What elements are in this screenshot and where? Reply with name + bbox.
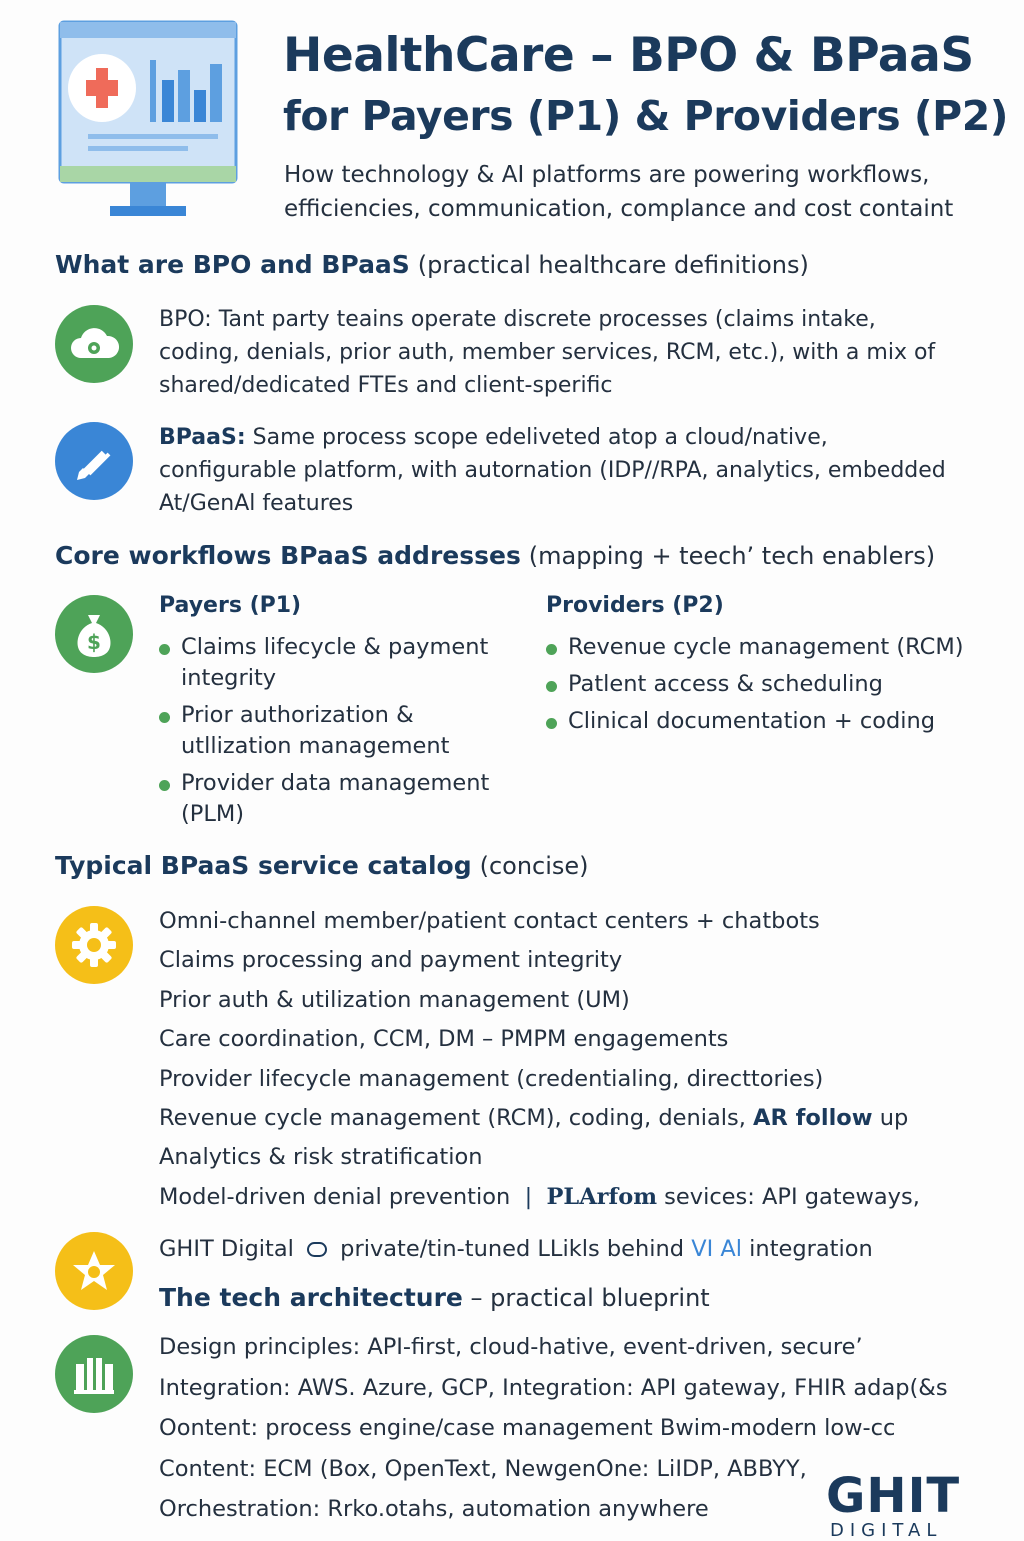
definitions-heading bbox=[55, 250, 809, 279]
gear-icon bbox=[55, 906, 133, 984]
payers-column bbox=[159, 593, 519, 836]
providers-column bbox=[546, 593, 966, 743]
rcm-item-tail: up bbox=[872, 1104, 909, 1131]
list-item: Orchestration: Rrko.otahs, automation anywhere bbox=[159, 1496, 709, 1522]
architecture-heading-note: – practical blueprint bbox=[462, 1284, 710, 1312]
monitor-dashboard-icon bbox=[58, 20, 238, 220]
ghit-ai: VI Al bbox=[691, 1236, 743, 1262]
list-item: Prior auth & utilization management (UM) bbox=[159, 986, 630, 1013]
workflows-heading-bold: Core workflows BPaaS addresses bbox=[55, 541, 521, 570]
svg-text:$: $ bbox=[87, 630, 101, 654]
list-item: Model-driven denial prevention | PLArfom sevices: API gateways, bbox=[159, 1183, 920, 1210]
list-item: Care coordination, CCM, DM – PMPM engagements bbox=[159, 1026, 729, 1053]
catalog-heading-note: (concise) bbox=[479, 852, 589, 880]
link-icon bbox=[307, 1242, 327, 1257]
catalog-heading bbox=[55, 851, 589, 880]
page-title-line2: for Payers (P1) & Providers (P2) bbox=[283, 92, 1008, 140]
pencil-ruler-icon bbox=[55, 422, 133, 500]
platform-text: sevices: API gateways, bbox=[657, 1183, 920, 1210]
list-item: Design principles: API-first, cloud-hative, event-driven, secure’ bbox=[159, 1334, 863, 1360]
list-item: Patlent access & scheduling bbox=[546, 669, 966, 700]
catalog-heading-bold: Typical BPaaS service catalog bbox=[55, 851, 472, 880]
service-catalog-list bbox=[159, 904, 920, 1219]
rcm-item-text: Revenue cycle management (RCM), coding, denials, bbox=[159, 1104, 746, 1131]
list-item bbox=[159, 1101, 920, 1140]
bpo-label: BPO: bbox=[159, 307, 212, 332]
providers-list bbox=[546, 632, 966, 737]
bpo-definition bbox=[159, 303, 959, 402]
money-bag-icon bbox=[55, 595, 133, 673]
ghit-text: private/tin-tuned LLikls bbox=[340, 1236, 607, 1262]
list-item: Analytics & risk stratification bbox=[159, 1144, 483, 1171]
definitions-heading-bold: What are BPO and BPaaS bbox=[55, 250, 410, 279]
list-item: Claims processing and payment integrity bbox=[159, 947, 623, 974]
star-badge-icon bbox=[55, 1232, 133, 1310]
architecture-heading bbox=[159, 1283, 710, 1312]
cloud-icon bbox=[55, 305, 133, 383]
workflows-heading-note: (mapping + teech’ tech enablers) bbox=[528, 542, 936, 570]
list-item: Integration: AWS. Azure, GCP, Integration: API gateway, FHIR adap(&s bbox=[159, 1374, 948, 1401]
list-item: Provider lifecycle management (credentialing, directtories) bbox=[159, 1065, 824, 1092]
page-subtitle: How technology & AI platforms are powering workflows, efficiencies, communication, complance and cost containt bbox=[284, 162, 954, 222]
definitions-heading-note: (practical healthcare definitions) bbox=[417, 251, 809, 279]
ghit-logo-sub: DIGITAL bbox=[830, 1520, 943, 1541]
list-item: Prior authorization & utllization management bbox=[159, 700, 519, 762]
platform-label: PLArfom bbox=[546, 1183, 658, 1210]
providers-title: Providers (P2) bbox=[546, 593, 724, 618]
workflows-heading bbox=[55, 541, 935, 570]
payers-list bbox=[159, 632, 519, 830]
list-item: Provider data management (PLM) bbox=[159, 768, 519, 830]
ghit-behind: behind bbox=[606, 1236, 692, 1262]
page-title: HealthCare – BPO & BPaaS bbox=[283, 28, 974, 83]
list-item: Content: ECM (Box, OpenText, NewgenOne: LiIDP, ABBYY, bbox=[159, 1455, 807, 1482]
list-item: Revenue cycle management (RCM) bbox=[546, 632, 966, 663]
ghit-digital-line bbox=[159, 1232, 873, 1266]
ghit-digital-label: GHIT Digital bbox=[159, 1236, 294, 1262]
rcm-item-bold: AR follow bbox=[753, 1104, 873, 1131]
building-blocks-icon bbox=[55, 1335, 133, 1413]
bpaas-text: Same process scope edeliveted atop a cloud/native, configurable platform, with autornation (IDP//RPA, analytics, embedded At/GenAl features bbox=[159, 425, 946, 516]
bpo-text: Tant party teains operate discrete processes (claims intake, coding, denials, prior auth, member services, RCM, etc.), with a mix of shared/dedicated FTEs and client-sperific bbox=[159, 307, 936, 398]
ghit-integration: integration bbox=[742, 1236, 873, 1262]
payers-title: Payers (P1) bbox=[159, 593, 302, 618]
denial-item-text: Model-driven denial prevention bbox=[159, 1183, 511, 1210]
list-item: Omni-channel member/patient contact centers + chatbots bbox=[159, 908, 820, 934]
ghit-logo: GHIT bbox=[826, 1468, 961, 1524]
list-item: Claims lifecycle & payment integrity bbox=[159, 632, 519, 694]
bpaas-label: BPaaS: bbox=[159, 425, 246, 450]
list-item: Oontent: process engine/case management Bwim-modern low-cc bbox=[159, 1415, 896, 1441]
list-item: Clinical documentation + coding bbox=[546, 706, 966, 737]
bpaas-definition bbox=[159, 421, 959, 520]
architecture-heading-bold: The tech architecture bbox=[159, 1283, 463, 1312]
